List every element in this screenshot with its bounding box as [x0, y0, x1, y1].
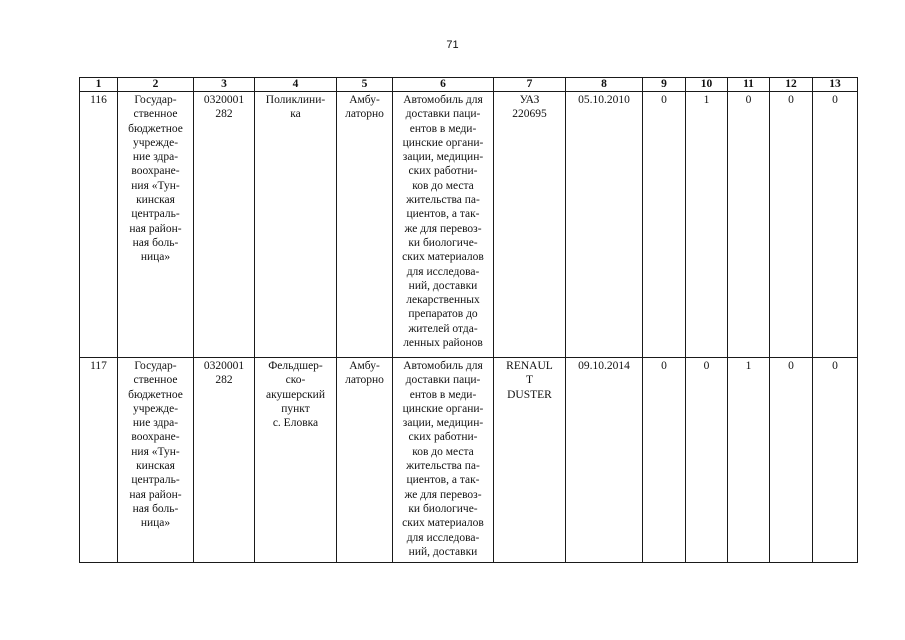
row-number-cell: 117 — [80, 358, 118, 563]
vehicle-purpose-cell: Автомобиль для доставки паци- ентов в меди- цинские органи- зации, медицин- ских работни- ков до места жительства па- циентов, а так- же для перевоз- ки биологиче- ских материалов для исследова- ний, доставки — [393, 358, 494, 563]
column-header: 9 — [643, 78, 686, 92]
table-row — [80, 92, 858, 358]
column-header: 13 — [813, 78, 858, 92]
column-header: 12 — [770, 78, 813, 92]
vehicle-model-cell: УАЗ 220695 — [494, 92, 566, 358]
column-header: 11 — [728, 78, 770, 92]
column-header: 7 — [494, 78, 566, 92]
row-number-cell: 116 — [80, 92, 118, 358]
code-cell: 0320001 282 — [194, 92, 255, 358]
count-cell: 0 — [686, 358, 728, 563]
subdivision-cell: Фельдшер- ско- акушерский пункт с. Еловка — [255, 358, 337, 563]
subdivision-cell: Поликлини- ка — [255, 92, 337, 358]
vehicle-purpose-cell: Автомобиль для доставки паци- ентов в меди- цинские органи- зации, медицин- ских работни- ков до места жительства па- циентов, а так- же для перевоз- ки биологиче- ских материалов для исследова- ний, доставки лекарственных препаратов до жителей отда- ленных районов — [393, 92, 494, 358]
page-number: 71 — [446, 39, 459, 51]
count-cell: 0 — [770, 358, 813, 563]
column-header: 4 — [255, 78, 337, 92]
care-type-cell: Амбу- латорно — [337, 92, 393, 358]
column-header: 8 — [566, 78, 643, 92]
count-cell: 0 — [770, 92, 813, 358]
column-header: 1 — [80, 78, 118, 92]
column-header: 10 — [686, 78, 728, 92]
table-row — [80, 358, 858, 563]
vehicle-model-cell: RENAUL T DUSTER — [494, 358, 566, 563]
column-header: 5 — [337, 78, 393, 92]
count-cell: 0 — [643, 92, 686, 358]
date-cell: 09.10.2014 — [566, 358, 643, 563]
column-header: 3 — [194, 78, 255, 92]
count-cell: 0 — [813, 92, 858, 358]
count-cell: 0 — [728, 92, 770, 358]
vehicle-registry-table — [79, 77, 858, 563]
header-row — [80, 78, 858, 92]
column-header: 6 — [393, 78, 494, 92]
count-cell: 1 — [728, 358, 770, 563]
count-cell: 0 — [643, 358, 686, 563]
count-cell: 1 — [686, 92, 728, 358]
date-cell: 05.10.2010 — [566, 92, 643, 358]
care-type-cell: Амбу- латорно — [337, 358, 393, 563]
organization-cell: Государ- ственное бюджетное учрежде- ние здра- воохране- ния «Тун- кинская централь- ная район- ная боль- ница» — [118, 358, 194, 563]
count-cell: 0 — [813, 358, 858, 563]
code-cell: 0320001 282 — [194, 358, 255, 563]
column-header: 2 — [118, 78, 194, 92]
organization-cell: Государ- ственное бюджетное учрежде- ние здра- воохране- ния «Тун- кинская централь- ная район- ная боль- ница» — [118, 92, 194, 358]
